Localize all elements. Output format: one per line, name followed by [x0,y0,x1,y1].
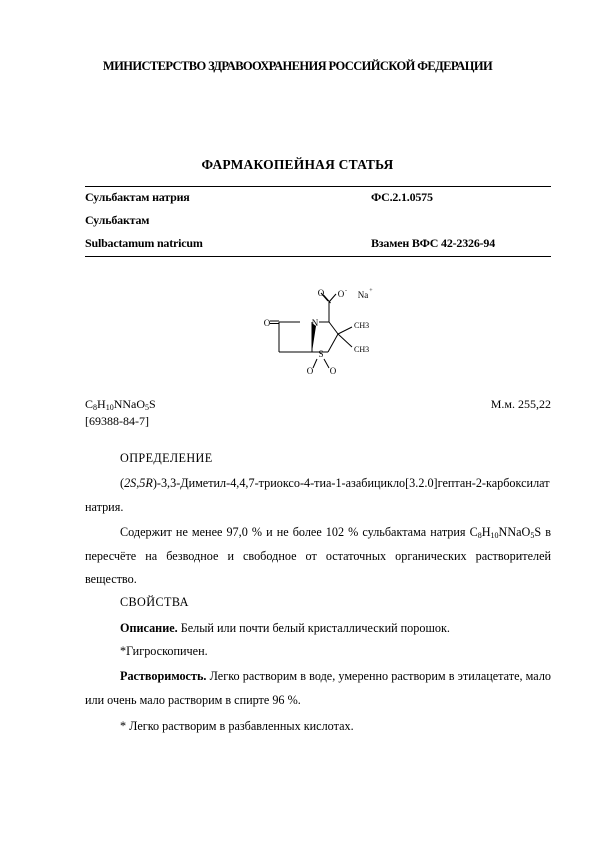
atom-carbonyl-o: O [263,318,271,328]
atom-sulfonyl-o1: O [306,366,314,376]
structural-formula [250,282,390,382]
divider-top [85,186,551,187]
monograph-code: ФС.2.1.0575 [371,190,433,204]
description-paragraph: Описание. Белый или почти белый кристаллический порошок. [120,621,450,635]
atom-n: N [311,318,319,328]
name-latin: Sulbactamum natricum [85,236,203,250]
content-statement: Содержит не менее 97,0 % и не более 102 % сульбактама натрия $C_8H_{10}NNaO_5S$ в пересчёте на безводное и свободное от остаточных органических растворителей вещество. [85,525,551,586]
atom-sodium: Na [357,290,369,300]
methyl-upper: CH3 [354,321,370,330]
replaces-note: Взамен ВФС 42-2326-94 [371,236,496,250]
charge-plus: + [369,288,373,294]
solubility-paragraph: Растворимость. Легко растворим в воде, умеренно растворим в этилацетате, мало или очень мало растворим в спирте 96 %. [85,669,552,707]
atom-carboxylate-o: O [337,289,345,299]
dilute-acids-note: * Легко растворим в разбавленных кислотах. [120,719,354,733]
molecular-formula: $C_8H_{10}NNaO_5S$ [85,397,156,412]
methyl-lower: CH3 [354,345,370,354]
section-properties-heading: СВОЙСТВА [120,595,189,609]
section-definition-heading: ОПРЕДЕЛЕНИЕ [120,451,213,465]
charge-minus: - [345,288,347,294]
name-russian: Сульбактам натрия [85,190,190,204]
atom-sulfonyl-o2: O [329,366,337,376]
name-short: Сульбактам [85,213,150,227]
molecular-mass: М.м. 255,22 [490,397,551,411]
atom-carboxyl-o: O [317,288,325,298]
atom-s: S [318,349,324,359]
cas-number: [69388-84-7] [85,414,149,428]
divider-bottom [85,256,551,257]
ministry-header: МИНИСТЕРСТВО ЗДРАВООХРАНЕНИЯ РОССИЙСКОЙ ФЕДЕРАЦИИ [102,59,493,73]
hygroscopic-note: *Гигроскопичен. [120,644,208,658]
document-title: ФАРМАКОПЕЙНАЯ СТАТЬЯ [201,157,394,172]
chemical-name: (2S,5R)-3,3-Диметил-4,4,7-триоксо-4-тиа-1-азабицикло[3.2.0]гептан-2-карбоксилат натрия. [85,476,550,514]
